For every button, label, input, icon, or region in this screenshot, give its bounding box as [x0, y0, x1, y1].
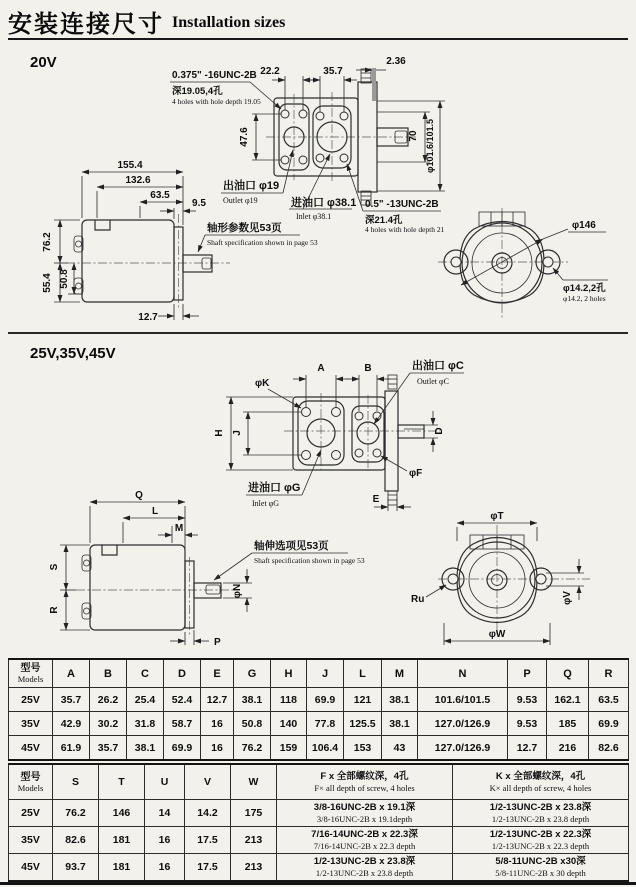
- value-cell: 76.2: [53, 800, 99, 827]
- value-cell: 17.5: [185, 827, 231, 854]
- dim-label: 76.2: [42, 232, 53, 252]
- dim-label: M: [174, 523, 184, 534]
- value-cell: 14.2: [185, 800, 231, 827]
- dim-label: 155.4: [117, 160, 143, 171]
- page-title-chinese: 安装连接尺寸: [8, 11, 164, 38]
- col-header: B: [90, 659, 127, 688]
- dim-label: B: [364, 363, 372, 374]
- value-cell: 118: [271, 688, 307, 712]
- value-cell: 213: [231, 827, 277, 854]
- bolt-holes-en: φ14.2, 2 holes: [563, 294, 606, 303]
- dim-label: L: [151, 506, 159, 517]
- f-thread-header: F x 全部螺纹深，4孔 F× all depth of screw, 4 holes: [277, 764, 453, 800]
- drawings-25v-35v-45v: [0, 345, 636, 657]
- f-thread-cell: 1/2-13UNC-2B x 23.8深 1/2-13UNC-2B x 23.8 depth: [277, 854, 453, 882]
- dimension-table-threads: [8, 763, 629, 882]
- col-header: A: [53, 659, 90, 688]
- value-cell: 38.1: [234, 688, 271, 712]
- dim-label: A: [317, 363, 325, 374]
- value-cell: 12.7: [201, 688, 234, 712]
- value-cell: 181: [99, 854, 145, 882]
- dim-label: 35.7: [323, 66, 343, 77]
- value-cell: 153: [344, 736, 382, 761]
- thread-depth2-zh: 深21.4孔: [365, 215, 403, 226]
- value-cell: 58.7: [164, 712, 201, 736]
- dim-label: 132.6: [125, 175, 151, 186]
- model-cell: 35V: [9, 827, 53, 854]
- dim-label: P: [214, 637, 221, 648]
- page-bottom-rule: [0, 882, 636, 885]
- value-cell: 26.2: [90, 688, 127, 712]
- value-cell: 216: [547, 736, 589, 761]
- model-cell: 35V: [9, 712, 53, 736]
- value-cell: 30.2: [90, 712, 127, 736]
- dim-label: Ru: [411, 594, 425, 605]
- value-cell: 52.4: [164, 688, 201, 712]
- col-header: V: [185, 764, 231, 800]
- bolt-holes-zh: φ14.2,2孔: [563, 283, 606, 294]
- section-heading-25v-35v-45v: 25V,35V,45V: [30, 345, 116, 362]
- dim-label: E: [372, 494, 380, 505]
- k-thread-header: K x 全部螺纹深，4孔 K× all depth of screw, 4 holes: [453, 764, 629, 800]
- thread-spec-top: 0.375" -16UNC-2B: [172, 70, 257, 81]
- k-thread-cell: 5/8-11UNC-2B x30深 5/8-11UNC-2B x 30 depth: [453, 854, 629, 882]
- table-row-25v: [9, 688, 629, 712]
- value-cell: 25.4: [127, 688, 164, 712]
- dim-label: φK: [255, 378, 270, 389]
- dim-label: φ146: [572, 220, 596, 231]
- value-cell: 42.9: [53, 712, 90, 736]
- model-cell: 25V: [9, 800, 53, 827]
- value-cell: 121: [344, 688, 382, 712]
- col-header: S: [53, 764, 99, 800]
- value-cell: 140: [271, 712, 307, 736]
- value-cell: 175: [231, 800, 277, 827]
- col-header: H: [271, 659, 307, 688]
- value-cell: 16: [145, 827, 185, 854]
- value-cell: 38.1: [382, 688, 418, 712]
- dim-label: 9.5: [192, 198, 206, 209]
- k-thread-cell: 1/2-13UNC-2B x 22.3深 1/2-13UNC-2B x 22.3 depth: [453, 827, 629, 854]
- value-cell: 16: [201, 736, 234, 761]
- dim-label: φW: [488, 629, 506, 640]
- table-row-45v: [9, 736, 629, 761]
- table-header-row: [9, 659, 629, 688]
- table-row-35v: [9, 712, 629, 736]
- inlet-label-zh: 进油口 φG: [248, 482, 301, 494]
- inlet-label-en: Inlet φ38.1: [296, 212, 332, 221]
- 25v-front-view: [214, 358, 464, 511]
- models-header-cell: 型号 Models: [9, 659, 53, 688]
- dim-label: φ101.6/101.5: [425, 119, 435, 173]
- model-cell: 45V: [9, 854, 53, 882]
- value-cell: 50.8: [234, 712, 271, 736]
- table-header-row: [9, 764, 629, 800]
- value-cell: 127.0/126.9: [418, 712, 508, 736]
- dim-label: φT: [490, 511, 504, 522]
- value-cell: 16: [145, 854, 185, 882]
- models-header-cell: 型号 Models: [9, 764, 53, 800]
- value-cell: 106.4: [307, 736, 344, 761]
- dim-label: D: [434, 427, 445, 435]
- value-cell: 17.5: [185, 854, 231, 882]
- dim-label: 12.7: [138, 312, 158, 323]
- thread-depth-en: 4 holes with hole depth 19.05: [172, 97, 261, 106]
- outlet-label-en: Outlet φ19: [223, 196, 258, 205]
- value-cell: 101.6/101.5: [418, 688, 508, 712]
- value-cell: 146: [99, 800, 145, 827]
- 25v-side-view: [49, 490, 365, 648]
- col-header: D: [164, 659, 201, 688]
- f-thread-cell: 3/8-16UNC-2B x 19.1深 3/8-16UNC-2B x 19.1depth: [277, 800, 453, 827]
- value-cell: 82.6: [589, 736, 629, 761]
- col-header: Q: [547, 659, 589, 688]
- col-header: W: [231, 764, 277, 800]
- value-cell: 181: [99, 827, 145, 854]
- value-cell: 69.9: [164, 736, 201, 761]
- inlet-label-en: Inlet φG: [252, 499, 280, 508]
- inlet-label-zh: 进油口 φ38.1: [291, 197, 357, 209]
- value-cell: 16: [201, 712, 234, 736]
- value-cell: 213: [231, 854, 277, 882]
- col-header: R: [589, 659, 629, 688]
- value-cell: 31.8: [127, 712, 164, 736]
- value-cell: 82.6: [53, 827, 99, 854]
- dim-label: Q: [135, 490, 143, 501]
- dim-label: H: [214, 429, 225, 437]
- section-heading-20v: 20V: [30, 54, 57, 71]
- thread-depth2-en: 4 holes with hole depth 21: [365, 225, 445, 234]
- value-cell: 35.7: [90, 736, 127, 761]
- f-thread-cell: 7/16-14UNC-2B x 22.3深 7/16-14UNC-2B x 22.3 depth: [277, 827, 453, 854]
- dim-label: 70: [408, 130, 419, 142]
- col-header: U: [145, 764, 185, 800]
- value-cell: 61.9: [53, 736, 90, 761]
- value-cell: 159: [271, 736, 307, 761]
- outlet-label-zh: 出油口 φ19: [223, 180, 280, 192]
- k-thread-cell: 1/2-13UNC-2B x 23.8深 1/2-13UNC-2B x 23.8 depth: [453, 800, 629, 827]
- col-header: C: [127, 659, 164, 688]
- dim-label: J: [232, 430, 243, 436]
- col-header: P: [508, 659, 547, 688]
- dim-label: R: [49, 606, 60, 614]
- col-header: L: [344, 659, 382, 688]
- col-header: M: [382, 659, 418, 688]
- gasket-plate: [372, 68, 376, 101]
- table-row-35v: [9, 827, 629, 854]
- 20v-rear-view: [438, 208, 608, 318]
- col-header: G: [234, 659, 271, 688]
- value-cell: 185: [547, 712, 589, 736]
- value-cell: 69.9: [307, 688, 344, 712]
- value-cell: 125.5: [344, 712, 382, 736]
- col-header: N: [418, 659, 508, 688]
- value-cell: 76.2: [234, 736, 271, 761]
- shaft-note-en: Shaft specification shown in page 53: [207, 238, 318, 247]
- value-cell: 43: [382, 736, 418, 761]
- value-cell: 63.5: [589, 688, 629, 712]
- dim-label: 22.2: [260, 66, 280, 77]
- dim-label: φN: [232, 583, 243, 599]
- shaft-note-zh: 轴伸选项见53页: [254, 540, 329, 552]
- model-cell: 45V: [9, 736, 53, 761]
- value-cell: 69.9: [589, 712, 629, 736]
- model-cell: 25V: [9, 688, 53, 712]
- outlet-label-zh: 出油口 φC: [412, 360, 464, 372]
- drawings-20v: [0, 48, 636, 340]
- page-title-english: Installation sizes: [172, 14, 286, 31]
- value-cell: 9.53: [508, 688, 547, 712]
- value-cell: 38.1: [127, 736, 164, 761]
- value-cell: 162.1: [547, 688, 589, 712]
- dim-label: φV: [562, 591, 573, 605]
- table-row-25v: [9, 800, 629, 827]
- dim-label: 50.8: [59, 269, 70, 289]
- dim-label: 55.4: [42, 273, 53, 293]
- thread-spec-bottom: 0.5" -13UNC-2B: [365, 199, 439, 210]
- value-cell: 14: [145, 800, 185, 827]
- col-header: T: [99, 764, 145, 800]
- dim-label: 63.5: [150, 190, 170, 201]
- dim-label: 47.6: [239, 127, 250, 147]
- thread-depth-zh: 深19.05,4孔: [172, 86, 223, 97]
- value-cell: 77.8: [307, 712, 344, 736]
- 25v-rear-view: [411, 511, 590, 645]
- 20v-front-view: [170, 56, 445, 234]
- dim-label: S: [49, 563, 60, 571]
- value-cell: 12.7: [508, 736, 547, 761]
- value-cell: 127.0/126.9: [418, 736, 508, 761]
- dim-label: φF: [409, 468, 423, 479]
- value-cell: 35.7: [53, 688, 90, 712]
- outlet-label-en: Outlet φC: [417, 377, 449, 386]
- dimension-table-main: [8, 658, 629, 761]
- shaft-note-en: Shaft specification shown in page 53: [254, 556, 365, 565]
- title-divider: [8, 38, 628, 40]
- table-row-45v: [9, 854, 629, 882]
- value-cell: 9.53: [508, 712, 547, 736]
- value-cell: 38.1: [382, 712, 418, 736]
- dim-label: 2.36: [386, 56, 406, 67]
- col-header: J: [307, 659, 344, 688]
- value-cell: 93.7: [53, 854, 99, 882]
- shaft-note-zh: 轴形参数见53页: [207, 222, 282, 234]
- col-header: E: [201, 659, 234, 688]
